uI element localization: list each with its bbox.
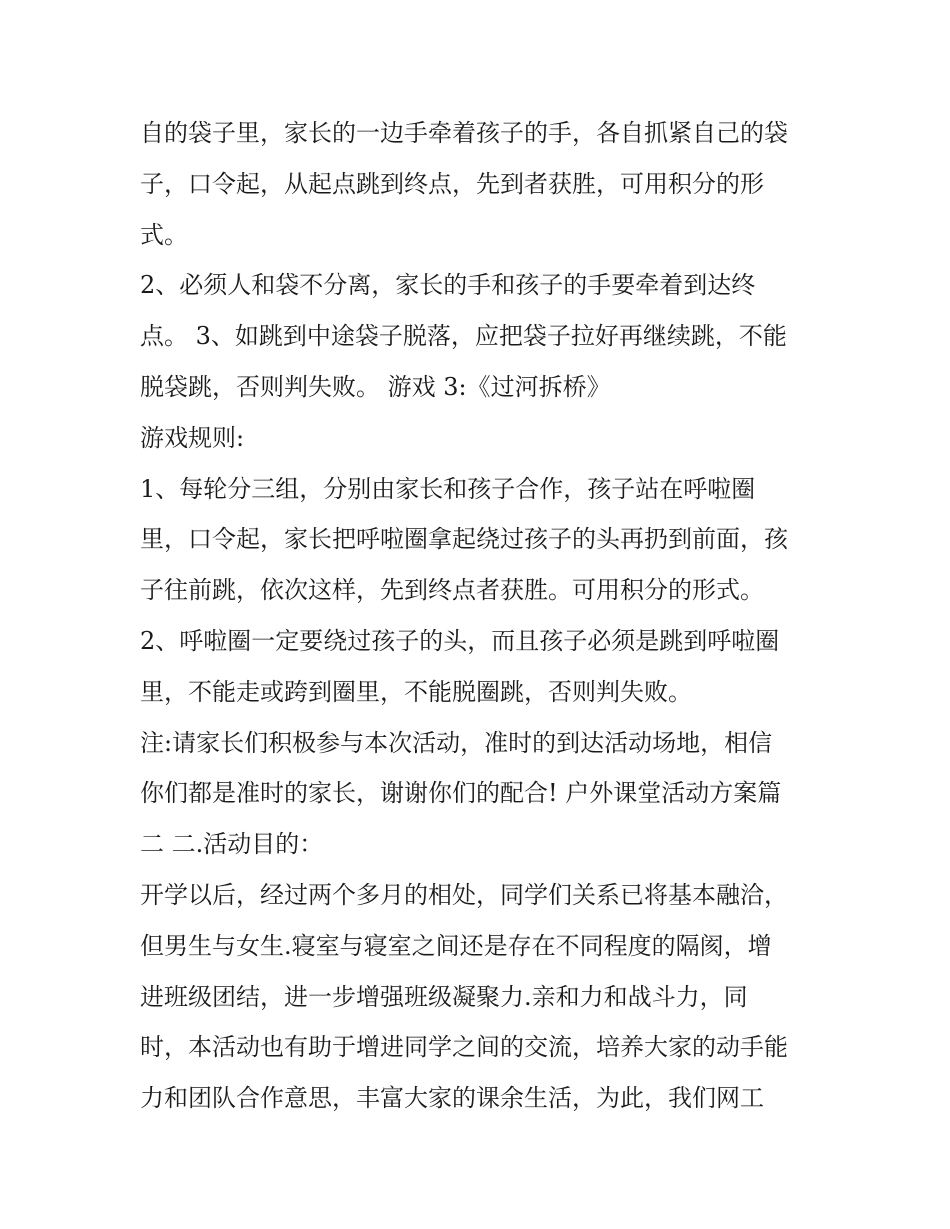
text-line: 时，本活动也有助于增进同学之间的交流，培养大家的动手能 xyxy=(140,1033,788,1062)
text-line: 子，口令起，从起点跳到终点，先到者获胜，可用积分的形 xyxy=(140,169,764,198)
text-line: 开学以后，经过两个多月的相处，同学们关系已将基本融洽， xyxy=(140,880,788,909)
text-line: 里，口令起，家长把呼啦圈拿起绕过孩子的头再扔到前面，孩 xyxy=(140,525,788,554)
text-line: 脱袋跳，否则判失败。 游戏 3:《过河拆桥》 xyxy=(140,372,611,401)
text-line: 进班级团结，进一步增强班级凝聚力.亲和力和战斗力，同 xyxy=(140,982,748,1011)
text-line: 2、必须人和袋不分离，家长的手和孩子的手要牵着到达终 xyxy=(140,271,756,300)
text-line: 你们都是准时的家长，谢谢你们的配合! 户外课堂活动方案篇 xyxy=(140,779,782,808)
text-line: 子往前跳，依次这样，先到终点者获胜。可用积分的形式。 xyxy=(140,576,764,605)
text-line: 游戏规则: xyxy=(140,423,245,452)
text-line: 注:请家长们积极参与本次活动，准时的到达活动场地，相信 xyxy=(140,728,773,757)
text-line: 里，不能走或跨到圈里，不能脱圈跳，否则判失败。 xyxy=(140,677,692,706)
text-line: 1、每轮分三组，分别由家长和孩子合作，孩子站在呼啦圈 xyxy=(140,474,756,503)
text-line: 2、呼啦圈一定要绕过孩子的头，而且孩子必须是跳到呼啦圈 xyxy=(140,626,780,655)
text-line: 但男生与女生.寝室与寝室之间还是存在不同程度的隔阂，增 xyxy=(140,931,772,960)
text-line: 力和团队合作意思，丰富大家的课余生活，为此，我们网工 xyxy=(140,1084,764,1113)
body-text xyxy=(140,108,840,1124)
text-line: 二 二.活动目的： xyxy=(140,830,324,859)
text-line: 自的袋子里，家长的一边手牵着孩子的手，各自抓紧自己的袋 xyxy=(140,119,788,147)
text-line: 式。 xyxy=(140,220,188,249)
text-line: 点。 3、如跳到中途袋子脱落，应把袋子拉好再继续跳，不能 xyxy=(140,322,787,351)
